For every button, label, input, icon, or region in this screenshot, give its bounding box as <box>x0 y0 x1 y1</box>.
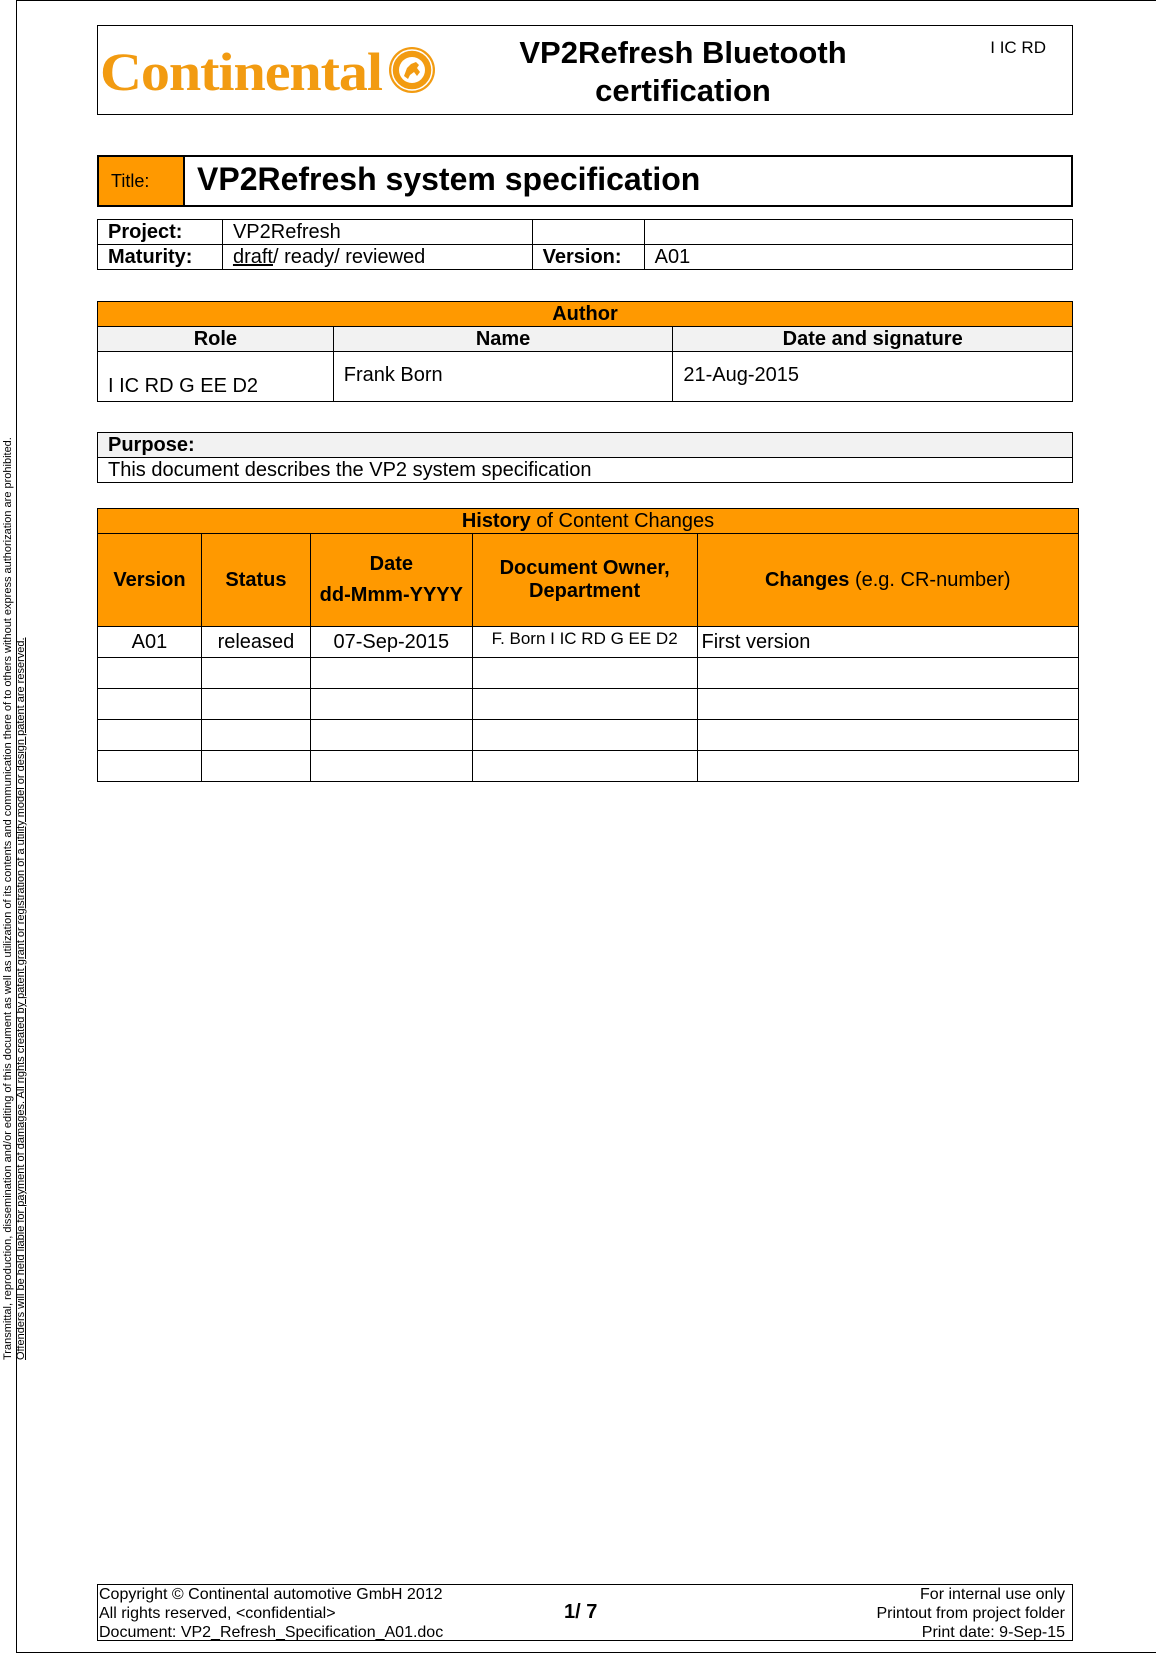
table-row <box>98 352 1073 402</box>
footer-internal: For internal use only <box>920 1586 1065 1603</box>
table-row <box>98 627 1079 658</box>
footer-print-date: Print date: 9-Sep-15 <box>921 1624 1065 1641</box>
purpose-table <box>97 432 1073 483</box>
table-row <box>98 720 1079 751</box>
svg-text:Continental: Continental <box>100 42 384 100</box>
history-date: 07-Sep-2015 <box>310 627 472 658</box>
table-row <box>98 751 1079 782</box>
history-header-version: Version <box>98 534 202 627</box>
footer-rights: All rights reserved, <confidential> <box>99 1605 336 1622</box>
history-header-changes: Changes (e.g. CR-number) <box>697 534 1078 627</box>
title-label: Title: <box>99 157 185 205</box>
purpose-text: This document describes the VP2 system specification <box>98 458 1073 483</box>
maturity-label: Maturity: <box>98 245 223 270</box>
horse-emblem-icon <box>389 47 435 93</box>
empty-cell <box>532 220 644 245</box>
history-status: released <box>201 627 310 658</box>
history-header-date: Date dd-Mmm-YYYY <box>310 534 472 627</box>
version-value: A01 <box>644 245 1072 270</box>
author-date: 21-Aug-2015 <box>673 352 1073 402</box>
history-header-status: Status <box>201 534 310 627</box>
footer-copyright: Copyright © Continental automotive GmbH 2012 <box>99 1586 443 1603</box>
purpose-label: Purpose: <box>98 433 1073 458</box>
document-title: VP2Refresh Bluetooth certification <box>519 35 847 108</box>
project-table <box>97 219 1073 270</box>
author-name: Frank Born <box>333 352 673 402</box>
author-title: Author <box>98 302 1073 327</box>
version-label: Version: <box>532 245 644 270</box>
table-row <box>98 689 1079 720</box>
author-header-role: Role <box>98 327 334 352</box>
author-role: I IC RD G EE D2 <box>98 352 334 402</box>
empty-cell <box>644 220 1072 245</box>
title-value: VP2Refresh system specification <box>197 161 701 197</box>
department-code: I IC RD <box>990 38 1046 57</box>
author-header-name: Name <box>333 327 673 352</box>
history-version: A01 <box>98 627 202 658</box>
footer-left <box>99 1585 443 1642</box>
table-row <box>98 220 1073 245</box>
footer-right <box>876 1585 1065 1642</box>
page-number: 1/ 7 <box>564 1601 598 1623</box>
history-owner: F. Born I IC RD G EE D2 <box>472 627 697 658</box>
document-footer <box>97 1584 1073 1641</box>
table-row <box>98 245 1073 270</box>
maturity-value <box>222 245 532 270</box>
history-title: History of Content Changes <box>98 509 1079 534</box>
legal-notice-line2: Offenders will be held liable for payment of damages. All rights created by patent grant or registration of a utility model or design patent are reserved. <box>15 637 27 1360</box>
history-table <box>97 508 1079 782</box>
legal-notice-line1: Transmittal, reproduction, dissemination and/or editing of this document as well as utilization of its contents and communication there of to others without express authorization are prohibited. <box>2 437 14 1360</box>
maturity-draft: draft <box>232 246 273 268</box>
author-header-date: Date and signature <box>673 327 1073 352</box>
footer-document: Document: VP2_Refresh_Specification_A01.doc <box>99 1624 444 1641</box>
title-box <box>97 155 1073 207</box>
maturity-options: / ready/ reviewed <box>272 246 426 268</box>
footer-printout: Printout from project folder <box>876 1605 1065 1622</box>
legal-notice <box>2 290 32 1360</box>
project-label: Project: <box>98 220 223 245</box>
continental-logo <box>98 40 443 100</box>
project-value: VP2Refresh <box>222 220 532 245</box>
document-header <box>97 25 1073 115</box>
history-header-owner: Document Owner, Department <box>472 534 697 627</box>
history-changes: First version <box>697 627 1078 658</box>
table-row <box>98 658 1079 689</box>
author-table <box>97 301 1073 402</box>
